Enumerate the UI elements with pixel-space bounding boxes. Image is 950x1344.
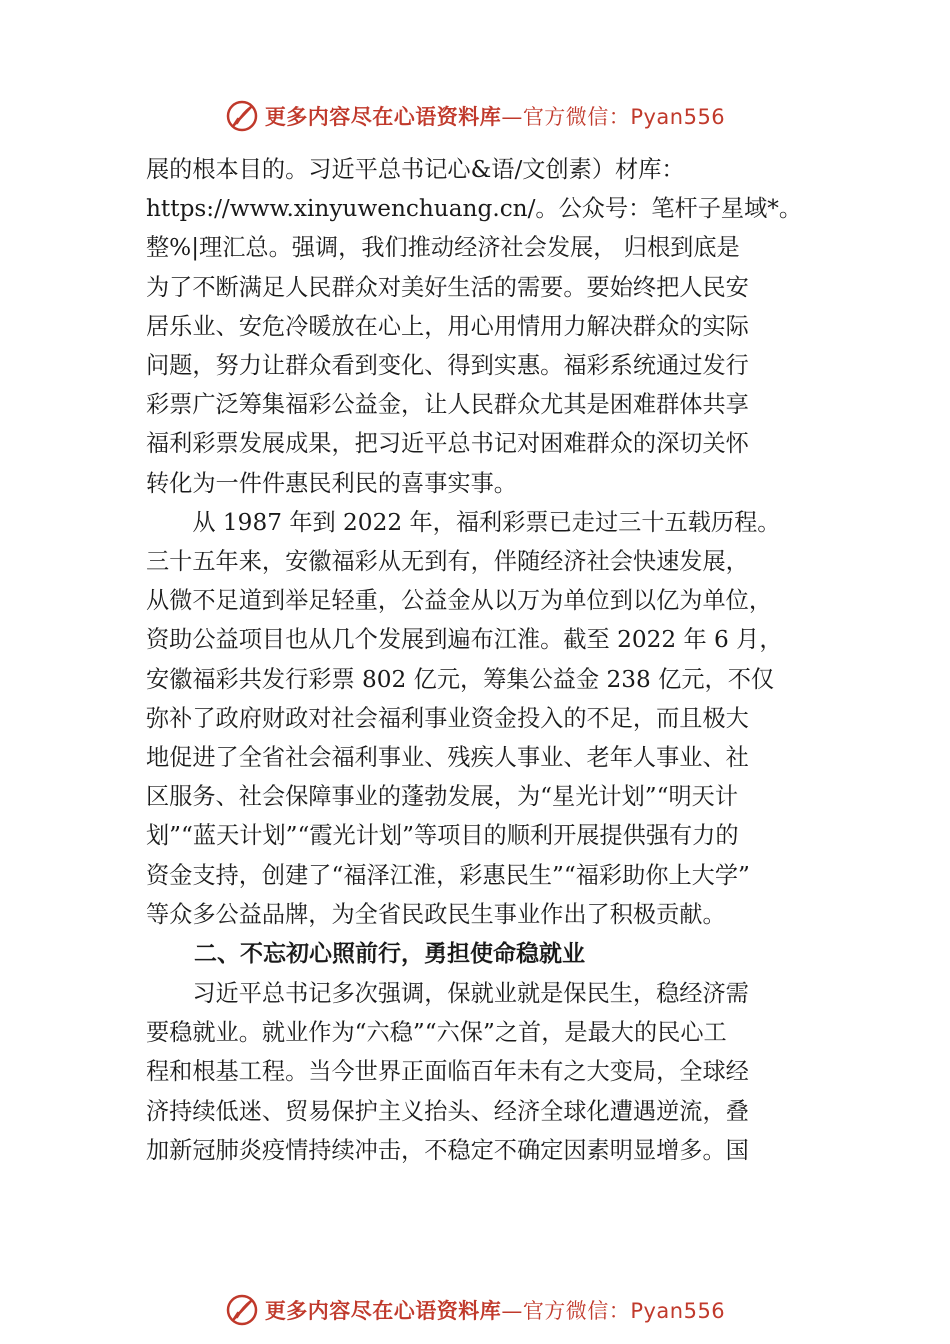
footer-watermark-banner	[0, 1290, 950, 1330]
text-line: 区服务、社会保障事业的蓬勃发展，为“星光计划”“明天计	[146, 783, 739, 811]
text-line: 为了不断满足人民群众对美好生活的需要。要始终把人民安	[146, 273, 749, 301]
text-line: 弥补了政府财政对社会福利事业资金投入的不足，而且极大	[146, 704, 749, 732]
text-line: 程和根基工程。当今世界正面临百年未有之大变局，全球经	[146, 1058, 749, 1086]
text-line: 从 1987 年到 2022 年，福利彩票已走过三十五载历程。	[146, 508, 781, 536]
quill-logo-icon	[225, 1293, 259, 1327]
text-line: 三十五年来，安徽福彩从无到有，伴随经济社会快速发展，	[146, 548, 749, 576]
text-line: 从微不足道到举足轻重，公益金从以万为单位到以亿为单位，	[146, 587, 773, 615]
text-line: 加新冠肺炎疫情持续冲击，不稳定不确定因素明显增多。国	[146, 1136, 749, 1164]
banner-text	[265, 101, 725, 131]
banner-text	[265, 1295, 725, 1325]
banner-label: 官方微信：	[522, 1299, 631, 1323]
text-line: 展的根本目的。习近平总书记心&语/文创素）材库：	[146, 156, 685, 183]
text-line: 要稳就业。就业作为“六稳”“六保”之首，是最大的民心工	[146, 1019, 727, 1047]
banner-main: 更多内容尽在心语资料库	[264, 105, 502, 129]
text-line: 划”“蓝天计划”“霞光计划”等项目的顺利开展提供强有力的	[146, 822, 739, 850]
text-line: 资金支持，创建了“福泽江淮，彩惠民生”“福彩助你上大学”	[146, 861, 750, 889]
quill-logo-icon	[225, 99, 259, 133]
paragraph-2	[146, 503, 816, 934]
banner-main: 更多内容尽在心语资料库	[264, 1299, 502, 1323]
text-line: https://www.xinyuwenchuang.cn/。公众号：笔杆子星域*。	[146, 195, 803, 223]
banner-separator: —	[501, 105, 523, 129]
section-heading: 二、不忘初心照前行，勇担使命稳就业	[194, 941, 585, 968]
banner-wechat-id: Pyan556	[630, 1299, 726, 1323]
banner-separator: —	[501, 1299, 523, 1323]
text-line: 资助公益项目也从几个发展到遍布江淮。截至 2022 年 6 月，	[146, 626, 783, 654]
text-line: 地促进了全省社会福利事业、残疾人事业、老年人事业、社	[146, 744, 749, 772]
text-line: 问题，努力让群众看到变化、得到实惠。福彩系统通过发行	[146, 352, 749, 380]
text-line: 转化为一件件惠民利民的喜事实事。	[146, 469, 517, 497]
banner-label: 官方微信：	[522, 105, 631, 129]
text-line: 整%|理汇总。强调，我们推动经济社会发展， 归根到底是	[146, 234, 740, 262]
text-line: 济持续低迷、贸易保护主义抬头、经济全球化遭遇逆流，叠	[146, 1097, 749, 1125]
paragraph-1	[146, 150, 816, 503]
header-watermark-banner	[0, 96, 950, 136]
text-line: 等众多公益品牌，为全省民政民生事业作出了积极贡献。	[146, 900, 726, 928]
document-body	[146, 150, 816, 1170]
text-line: 习近平总书记多次强调，保就业就是保民生，稳经济需	[146, 980, 749, 1008]
text-line: 安徽福彩共发行彩票 802 亿元，筹集公益金 238 亿元，不仅	[146, 665, 775, 693]
text-line: 彩票广泛筹集福彩公益金，让人民群众尤其是困难群体共享	[146, 391, 749, 419]
text-line: 福利彩票发展成果，把习近平总书记对困难群众的深切关怀	[146, 430, 749, 458]
paragraph-3	[146, 974, 816, 1170]
text-line: 居乐业、安危冷暖放在心上，用心用情用力解决群众的实际	[146, 312, 749, 340]
banner-wechat-id: Pyan556	[630, 105, 726, 129]
